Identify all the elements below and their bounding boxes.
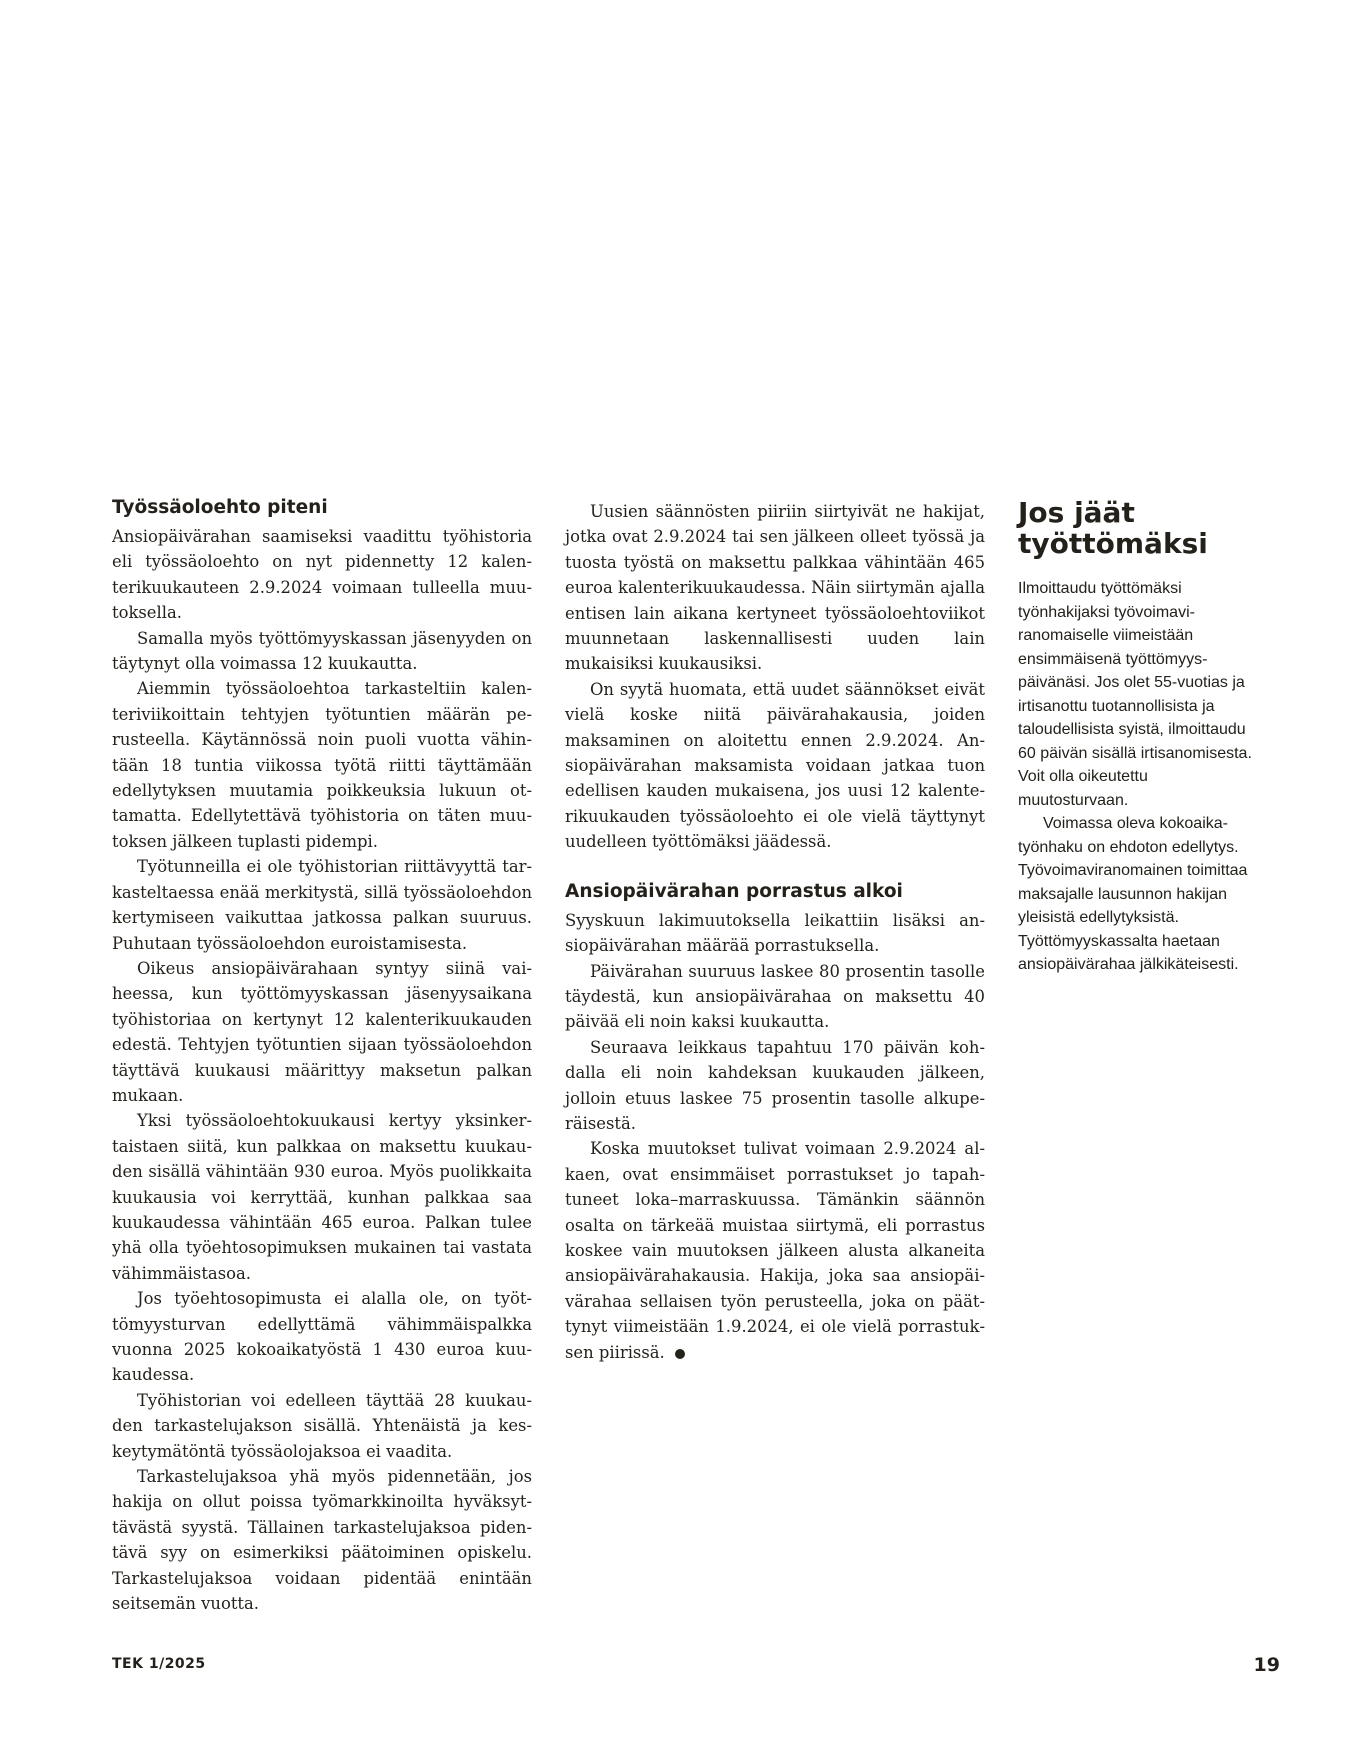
paragraph: Uusien säännösten piiriin siirtyivät ne hakijat, jotka ovat 2.9.2024 tai sen jälkeen olleet työssä ja tuosta työstä on maksettu palkkaa vähintään 465 euroa kalenterikuukaudessa. Näin siirtymän ajalla entisen lain aikana kertyneet työssäoloehtoviikot muunnetaan laskennallisesti uuden lain mukaisiksi kuukausiksi. bbox=[565, 502, 985, 674]
paragraph: Aiemmin työssäoloehtoa tarkasteltiin kalenteriviikoittain tehtyjen työtuntien määrän perusteella. Käytännössä noin puoli vuotta vähintään 18 tuntia viikossa työtä riitti täyttämään edellytyksen muutamia poikkeuksia lukuun ottamatta. Edellytettävä työhistoria on täten muutoksen jälkeen tuplasti pidempi. bbox=[112, 679, 532, 851]
paragraph: Päivärahan suuruus laskee 80 prosentin tasolle täydestä, kun ansiopäivärahaa on maksettu 40 päivää eli noin kaksi kuukautta. bbox=[565, 961, 985, 1032]
paragraph: On syytä huomata, että uudet säännökset eivät vielä koske niitä päivärahakausia, joiden maksaminen on aloitettu ennen 2.9.2024. Ansiopäivärahan maksamista voidaan jatkaa tuon edellisen kauden mukaisena, jos uusi 12 kalenterikuukauden työssäoloehto ei ole vielä täyttynyt uudelleen työttömäksi jäädessä. bbox=[565, 679, 985, 852]
sidebar-paragraph: Voimassa oleva kokoaikatyönhaku on ehdoton edellytys. Työvoimaviranomainen toimittaa maksajalle lausunnon hakijan yleisistä edellytyksistä. Työttömyyskassalta haetaan ansiopäivärahaa jälkikäteisesti. bbox=[1018, 815, 1248, 973]
sidebar-title bbox=[1018, 497, 1258, 559]
paragraph: Seuraava leikkaus tapahtuu 170 päivän kohdalla eli noin kahdeksan kuukauden jälkeen, jolloin etuus laskee 75 prosentin tasolle alkuperäisestä. bbox=[565, 1037, 985, 1133]
paragraph: Syyskuun lakimuutoksella leikattiin lisäksi ansiopäivärahan määrää porrastuksella. bbox=[565, 910, 985, 956]
section-heading-porrastus: Ansiopäivärahan porrastus alkoi bbox=[565, 880, 903, 902]
end-of-article-dot-icon bbox=[675, 1349, 685, 1359]
paragraph: Samalla myös työttömyyskassan jäsenyyden on täytynyt olla voimassa 12 kuukautta. bbox=[112, 628, 532, 674]
paragraph: Tarkastelujaksoa yhä myös pidennetään, jos hakija on ollut poissa työmarkkinoilta hyväksyttävästä syystä. Tällainen tarkastelujaksoa pidentävä syy on esimerkiksi päätoiminen opiskelu. Tarkastelujaksoa voidaan pidentää enintään seitsemän vuotta. bbox=[112, 1467, 532, 1614]
page-number: 19 bbox=[1253, 1654, 1280, 1676]
paragraph-last bbox=[565, 1136, 985, 1365]
paragraph: Työhistorian voi edelleen täyttää 28 kuukauden tarkastelujakson sisällä. Yhtenäistä ja keskeytymätöntä työssäolojaksoa ei vaadita. bbox=[112, 1390, 532, 1461]
sidebar-paragraph: Ilmoittaudu työttömäksi työnhakijaksi työvoimaviranomaiselle viimeistään ensimmäisenä työttömyyspäivänäsi. Jos olet 55-vuotias ja irtisanottu tuotannollisista ja taloudellisista syistä, ilmoittaudu 60 päivän sisällä irtisanomisesta. Voit olla oikeutettu muutosturvaan. bbox=[1018, 580, 1252, 809]
section-heading-tyossaoloehto: Työssäoloehto piteni bbox=[112, 497, 328, 518]
paragraph-text: Koska muutokset tulivat voimaan 2.9.2024 alkaen, ovat ensimmäiset porrastukset jo tapahtuneet loka–marraskuussa. Tämänkin säännön osalta on tärkeää muistaa siirtymä, eli porrastus koskee vain muutoksen jälkeen alusta alkaneita ansiopäivärahakausia. Hakija, joka saa ansiopäivärahaa sellaisen työn perusteella, joka on päättynyt viimeistään 1.9.2024, ei ole vielä porrastuksen piirissä. bbox=[565, 1139, 985, 1362]
paragraph: Ansiopäivärahan saamiseksi vaadittu työhistoria eli työssäoloehto on nyt pidennetty 12 kalenterikuukauteen 2.9.2024 voimaan tulleella muutoksella. bbox=[112, 527, 532, 623]
paragraph: Yksi työssäoloehtokuukausi kertyy yksinkertaistaen siitä, kun palkkaa on maksettu kuukauden sisällä vähintään 930 euroa. Myös puolikkaita kuukausia voi kerryttää, kunhan palkkaa saa kuukaudessa vähintään 465 euroa. Palkan tulee yhä olla työehtosopimuksen mukainen tai vastata vähimmäistasoa. bbox=[112, 1111, 532, 1283]
sidebar-title-line-2: työttömäksi bbox=[1018, 527, 1208, 560]
paragraph: Jos työehtosopimusta ei alalla ole, on työttömyysturvan edellyttämä vähimmäispalkka vuonna 2025 kokoaikatyöstä 1 430 euroa kuukaudessa. bbox=[112, 1289, 532, 1385]
article-column-2 bbox=[565, 499, 985, 1365]
sidebar-box bbox=[1018, 497, 1258, 977]
publication-footer: TEK 1/2025 bbox=[112, 1656, 206, 1672]
sidebar-title-line-1: Jos jäät bbox=[1018, 496, 1135, 529]
paragraph: Työtunneilla ei ole työhistorian riittävyyttä tarkasteltaessa enää merkitystä, sillä työssäoloehdon kertymiseen vaikuttaa jatkossa palkan suuruus. Puhutaan työssäoloehdon euroistamisesta. bbox=[112, 857, 532, 953]
paragraph: Oikeus ansiopäivärahaan syntyy siinä vaiheessa, kun työttömyyskassan jäsenyysaikana työhistoriaa on kertynyt 12 kalenterikuukauden edestä. Tehtyjen työtuntien sijaan työssäoloehdon täyttävä kuukausi määrittyy maksetun palkan mukaan. bbox=[112, 958, 532, 1105]
article-column-1 bbox=[112, 496, 532, 1616]
